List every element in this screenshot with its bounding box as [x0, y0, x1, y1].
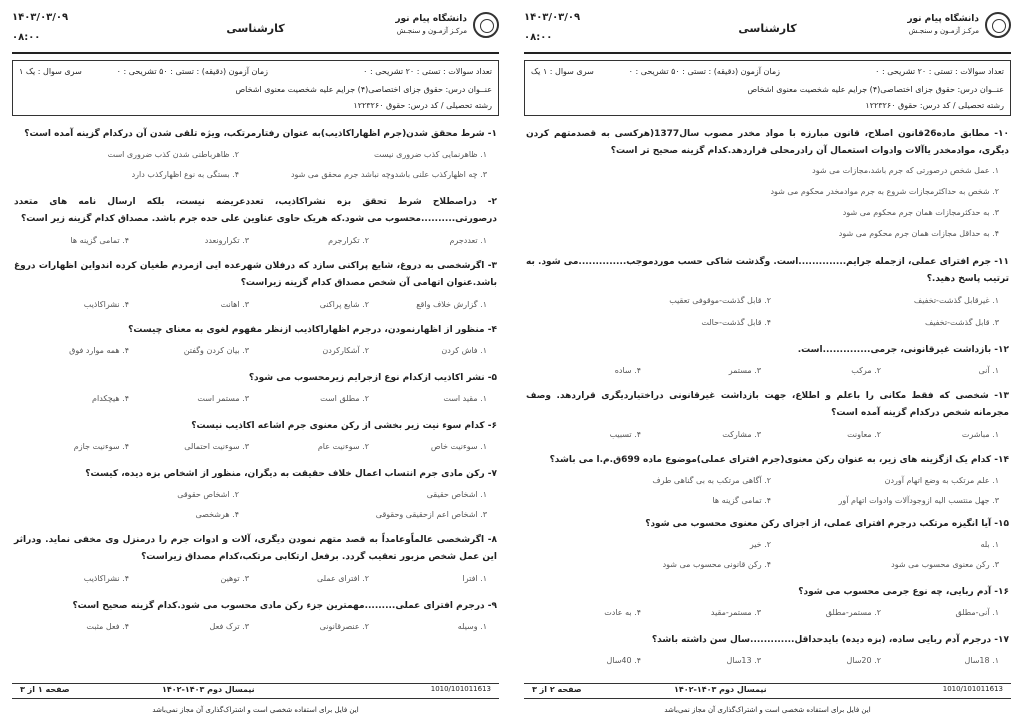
term-label: نیمسال دوم ۱۴۰۳-۱۴۰۲ — [674, 685, 767, 694]
option[interactable]: ۳. توهین — [220, 574, 249, 583]
option[interactable]: ۲. عنصرقانونی — [319, 622, 369, 631]
option[interactable]: ۲. ظاهرباطنی شدن کذب ضروری است — [107, 150, 239, 159]
exam-date: ۱۴۰۳/۰۳/۰۹ — [524, 12, 581, 23]
question — [524, 584, 1011, 617]
option[interactable]: ۴. بستگی به نوع اظهارکذب دارد — [131, 170, 239, 179]
option[interactable]: ۲. خیر — [749, 540, 771, 549]
university-logo — [861, 12, 1011, 42]
option[interactable]: ۴. هیچکدام — [92, 394, 129, 403]
option[interactable]: ۴. تسبیب — [609, 430, 641, 439]
option[interactable]: ۲. شخص به حداکثرمجازات شروع به جرم موادمخدر محکوم می شود — [770, 187, 999, 196]
exam-time: ۰۸:۰۰ — [12, 32, 41, 43]
question-text: ۷- رکن مادی جرم انتساب اعمال خلاف حقیقت به دیگران، منظور از اشخاص بزه دیده، کیست؟ — [85, 469, 497, 479]
copyright-notice: این فایل برای استفاده شخصی است و اشتراک‌گذاری آن مجاز نمی‌باشد — [152, 706, 359, 714]
exam-center: مرکـز آزمـون و سنجـش — [908, 27, 979, 35]
option[interactable]: ۴. قابل گذشت-حالت — [701, 318, 771, 327]
option[interactable]: ۱. غیرقابل گذشت-تخفیف — [913, 296, 999, 305]
option[interactable]: ۱. سوءنیت خاص — [430, 442, 487, 451]
exam-date: ۱۴۰۳/۰۳/۰۹ — [12, 12, 69, 23]
university-name: دانشگاه پیام نور — [907, 14, 979, 24]
question — [12, 418, 499, 451]
question-text: ۱۱- جرم افترای عملی، ازجمله جرایم..............است. وگذشت شاکی حسب موردموجب..............می شود. به ترتیب پاسخ دهید.؟ — [526, 257, 1009, 284]
option[interactable]: ۲. مطلق است — [320, 394, 369, 403]
question-text: ۱۲- بازداشت غیرقانونی، جرمی..............است. — [797, 345, 1009, 355]
question-count: تعداد سوالات : تستی : ۲۰ تشریحی : ۰ — [363, 67, 492, 76]
option[interactable]: ۴. 40سال — [606, 656, 641, 665]
option[interactable]: ۱. مباشرت — [961, 430, 999, 439]
question — [524, 632, 1011, 665]
option[interactable]: ۱. 18سال — [964, 656, 999, 665]
option[interactable]: ۳. مشارکت — [722, 430, 761, 439]
question — [524, 342, 1011, 375]
question — [524, 452, 1011, 505]
option[interactable]: ۳. مستمر — [728, 366, 761, 375]
option[interactable]: ۲. 20سال — [846, 656, 881, 665]
option[interactable]: ۱. فاش کردن — [441, 346, 487, 355]
question-text: ۱۶- آدم ربایی، چه نوع جرمی محسوب می شود؟ — [798, 587, 1009, 597]
question — [524, 126, 1011, 238]
option[interactable]: ۱. علم مرتکب به وضع اتهام آوردن — [884, 476, 999, 485]
page-number: صفحه ۲ از ۳ — [532, 685, 582, 694]
course-title: عنــوان درس: حقوق جزای اختصاصی(۴) جرایم علیه شخصیت معنوی اشخاص — [747, 85, 1004, 94]
option[interactable]: ۴. نشراکاذیب — [83, 574, 129, 583]
question — [12, 532, 499, 583]
option[interactable]: ۱. بله — [980, 540, 999, 549]
option[interactable]: ۲. شایع پراکنی — [319, 300, 369, 309]
question — [12, 126, 499, 179]
seal-icon — [473, 12, 499, 38]
question-text: ۹- درجرم افترای عملی.........مهمترین جزء رکن مادی محسوب می شود.کدام گزینه صحیح است؟ — [72, 601, 497, 611]
option[interactable]: ۳. سوءنیت احتمالی — [184, 442, 249, 451]
seal-icon — [985, 12, 1011, 38]
page-footer-bar — [12, 683, 499, 699]
option[interactable]: ۲. سوءنیت عام — [317, 442, 369, 451]
header-divider — [12, 52, 499, 54]
degree-level: کارشناسی — [738, 22, 797, 35]
exam-center: مرکـز آزمـون و سنجـش — [396, 27, 467, 35]
question-text: ۴- منظور از اظهارنمودن، درجرم اظهاراکاذیب ازنظر مفهوم لغوی به معنای چیست؟ — [128, 325, 497, 335]
option[interactable]: ۳. مستمر-مقید — [710, 608, 761, 617]
field-code: رشته تحصیلی / کد درس: حقوق ۱۲۲۳۲۶۰ — [865, 101, 1004, 110]
option[interactable]: ۲. آشکارکردن — [322, 346, 369, 355]
option[interactable]: ۱. آنی-مطلق — [955, 608, 999, 617]
question — [12, 598, 499, 631]
degree-level: کارشناسی — [226, 22, 285, 35]
option[interactable]: ۴. تمامی گزینه ها — [712, 496, 771, 505]
option[interactable]: ۴. رکن قانونی محسوب می شود — [662, 560, 771, 569]
option[interactable]: ۱. عمل شخص درصورتی که جرم باشد،مجازات می شود — [812, 166, 999, 175]
question-text: ۱۵- آیا انگیزه مرتکب درجرم افترای عملی، از اجزای رکن معنوی محسوب می شود؟ — [645, 519, 1009, 529]
copyright-notice: این فایل برای استفاده شخصی است و اشتراک‌گذاری آن مجاز نمی‌باشد — [664, 706, 871, 714]
option[interactable]: ۳. ترک فعل — [209, 622, 249, 631]
option[interactable]: ۲. آگاهی مرتکب به بی گناهی طرف — [652, 476, 771, 485]
option[interactable]: ۳. قابل گذشت-تخفیف — [924, 318, 999, 327]
exam-page-1 — [8, 0, 503, 723]
option[interactable]: ۱. تعددجرم — [449, 236, 487, 245]
option[interactable]: ۳. بیان کردن وگفتن — [183, 346, 249, 355]
option[interactable]: ۳. مستمر است — [197, 394, 249, 403]
exam-code: 1010/101011613 — [430, 685, 491, 693]
option[interactable]: ۴. به حداقل مجازات همان جرم محکوم می شود — [838, 229, 999, 238]
option[interactable]: ۱. مقید است — [443, 394, 487, 403]
exam-time: ۰۸:۰۰ — [524, 32, 553, 43]
option[interactable]: ۴. فعل مثبت — [86, 622, 129, 631]
option[interactable]: ۲. افترای عملی — [317, 574, 369, 583]
exam-page-2 — [520, 0, 1015, 723]
question — [524, 516, 1011, 569]
option[interactable]: ۲. تکرارجرم — [328, 236, 369, 245]
question-text: ۱- شرط محقق شدن(جرم اظهاراکاذیب)به عنوان رفتارمرتکب، ویژه تلقی شدن آن درکدام گزینه آمده است؟ — [24, 129, 497, 139]
question — [12, 370, 499, 403]
question — [524, 388, 1011, 439]
question-text: ۱۴- کدام یک ازگزینه های زیر، به عنوان رکن معنوی(جرم افترای عملی)موضوع ماده 699ق.م.ا می باشد؟ — [549, 455, 1009, 465]
question-text: ۱۰- مطابق ماده26قانون اصلاح، قانون مبارزه با مواد مخدر مصوب سال1377(هرکسی به قصدمتهم کردن دیگری، موادمخدر یاآلات وادوات استعمال آن رادرمحلی قراردهد.کدام گزینه صحیح تر است؟ — [526, 129, 1009, 156]
question-count: تعداد سوالات : تستی : ۲۰ تشریحی : ۰ — [875, 67, 1004, 76]
page-footer-bar — [524, 683, 1011, 699]
question — [12, 322, 499, 355]
option[interactable]: ۴. سوءنیت جازم — [73, 442, 129, 451]
question-text: ۱۳- شخصی که فقط مکانی را باعلم و اطلاع، جهت بازداشت غیرقانونی دراختیاردیگری قراردهد. وصف مجرمانه شخص درکدام گزینه آمده است؟ — [526, 391, 1009, 418]
course-title: عنــوان درس: حقوق جزای اختصاصی(۴) جرایم علیه شخصیت معنوی اشخاص — [235, 85, 492, 94]
question-text: ۶- کدام سوء نیت زیر بخشی از رکن معنوی جرم اشاعه اکاذیب نیست؟ — [191, 421, 497, 431]
option[interactable]: ۱. وسیله — [457, 622, 487, 631]
question-series: سری سوال : ۱ یک — [531, 67, 594, 76]
option[interactable]: ۳. رکن معنوی محسوب می شود — [891, 560, 999, 569]
exam-code: 1010/101011613 — [942, 685, 1003, 693]
university-name: دانشگاه پیام نور — [395, 14, 467, 24]
option[interactable]: ۲. مستمر-مطلق — [825, 608, 881, 617]
question — [12, 466, 499, 519]
option[interactable]: ۱. ظاهرنمایی کذب ضروری نیست — [374, 150, 487, 159]
option[interactable]: ۳. تکرارونعدد — [204, 236, 249, 245]
option[interactable]: ۲. مرکب — [851, 366, 881, 375]
option[interactable]: ۳. چه اظهارکذب علنی باشدوچه نباشد جرم محقق می شود — [290, 170, 487, 179]
option[interactable]: ۴. نشراکاذیب — [83, 300, 129, 309]
question-text: ۱۷- درجرم آدم ربایی ساده، (بزه دیده) بایدحداقل.............سال سن داشته باشد؟ — [651, 635, 1009, 645]
field-code: رشته تحصیلی / کد درس: حقوق ۱۲۲۳۲۶۰ — [353, 101, 492, 110]
page-number: صفحه ۱ از ۳ — [20, 685, 70, 694]
question-series: سری سوال : یک ۱ — [19, 67, 82, 76]
option[interactable]: ۲. معاونت — [847, 430, 881, 439]
option[interactable]: ۲. قابل گذشت-موقوفی تعقیب — [669, 296, 771, 305]
question-text: ۵- نشر اکاذیب ازکدام نوع ازجرایم زیرمحسوب می شود؟ — [248, 373, 497, 383]
question-text: ۸- اگرشخصی عالماًوعامداً به قصد متهم نمودن دیگری، آلات و ادوات جرم را درمنزل وی مخفی نماید. ودراثر این عمل شخص مزبور تعقیب گردد. برفعل ارتکابی مرتکب،کدام مصداق زیراست؟ — [14, 535, 497, 562]
option[interactable]: ۳. به حدکثرمجازات همان جرم محکوم می شود — [842, 208, 999, 217]
option[interactable]: ۴. همه موارد فوق — [69, 346, 129, 355]
question — [524, 254, 1011, 327]
header-divider — [524, 52, 1011, 54]
option[interactable]: ۴. تمامی گزینه ها — [70, 236, 129, 245]
option[interactable]: ۱. اشخاص حقیقی — [426, 490, 487, 499]
option[interactable]: ۴. به عادت — [604, 608, 641, 617]
option[interactable]: ۱. افترا — [462, 574, 487, 583]
option[interactable]: ۳. اشخاص اعم ازحقیقی وحقوقی — [375, 510, 487, 519]
exam-duration: زمان آزمون (دقیقه) : تستی : ۵۰ تشریحی : ۰ — [628, 67, 780, 76]
term-label: نیمسال دوم ۱۴۰۳-۱۴۰۲ — [162, 685, 255, 694]
question — [12, 194, 499, 245]
option[interactable]: ۳. اهانت — [220, 300, 249, 309]
page-header — [8, 10, 503, 52]
question-text: ۳- اگرشخصی به دروغ، شایع پراکنی سازد که درفلان شهرعده ایی ازمردم طغیان کرده اندواین اظهارات دروغ باشد.عنوان اتهامی آن شخص مصداق کدام گزینه زیراست؟ — [14, 261, 497, 288]
exam-info-box — [524, 60, 1011, 116]
question — [12, 258, 499, 309]
exam-duration: زمان آزمون (دقیقه) : تستی : ۵۰ تشریحی : ۰ — [116, 67, 268, 76]
option[interactable]: ۲. اشخاص حقوقی — [177, 490, 239, 499]
page-header — [520, 10, 1015, 52]
university-logo — [349, 12, 499, 42]
option[interactable]: ۴. هرشخصی — [195, 510, 239, 519]
option[interactable]: ۳. جهل منتسب الیه ازوجودآلات وادوات اتهام آور — [838, 496, 999, 505]
exam-info-box — [12, 60, 499, 116]
option[interactable]: ۱. آنی — [978, 366, 999, 375]
option[interactable]: ۴. ساده — [614, 366, 641, 375]
option[interactable]: ۱. گزارش خلاف واقع — [416, 300, 487, 309]
option[interactable]: ۳. 13سال — [726, 656, 761, 665]
question-text: ۲- دراصطلاح شرط تحقق بزه نشراکاذیب، تعددعریضه نیست، بلکه ارسال نامه های متعدد درصورتی..........محسوب می شود.که هریک حاوی عناوین علی حده جرم باشد. مصداق کدام گزینه زیر است؟ — [14, 197, 497, 224]
